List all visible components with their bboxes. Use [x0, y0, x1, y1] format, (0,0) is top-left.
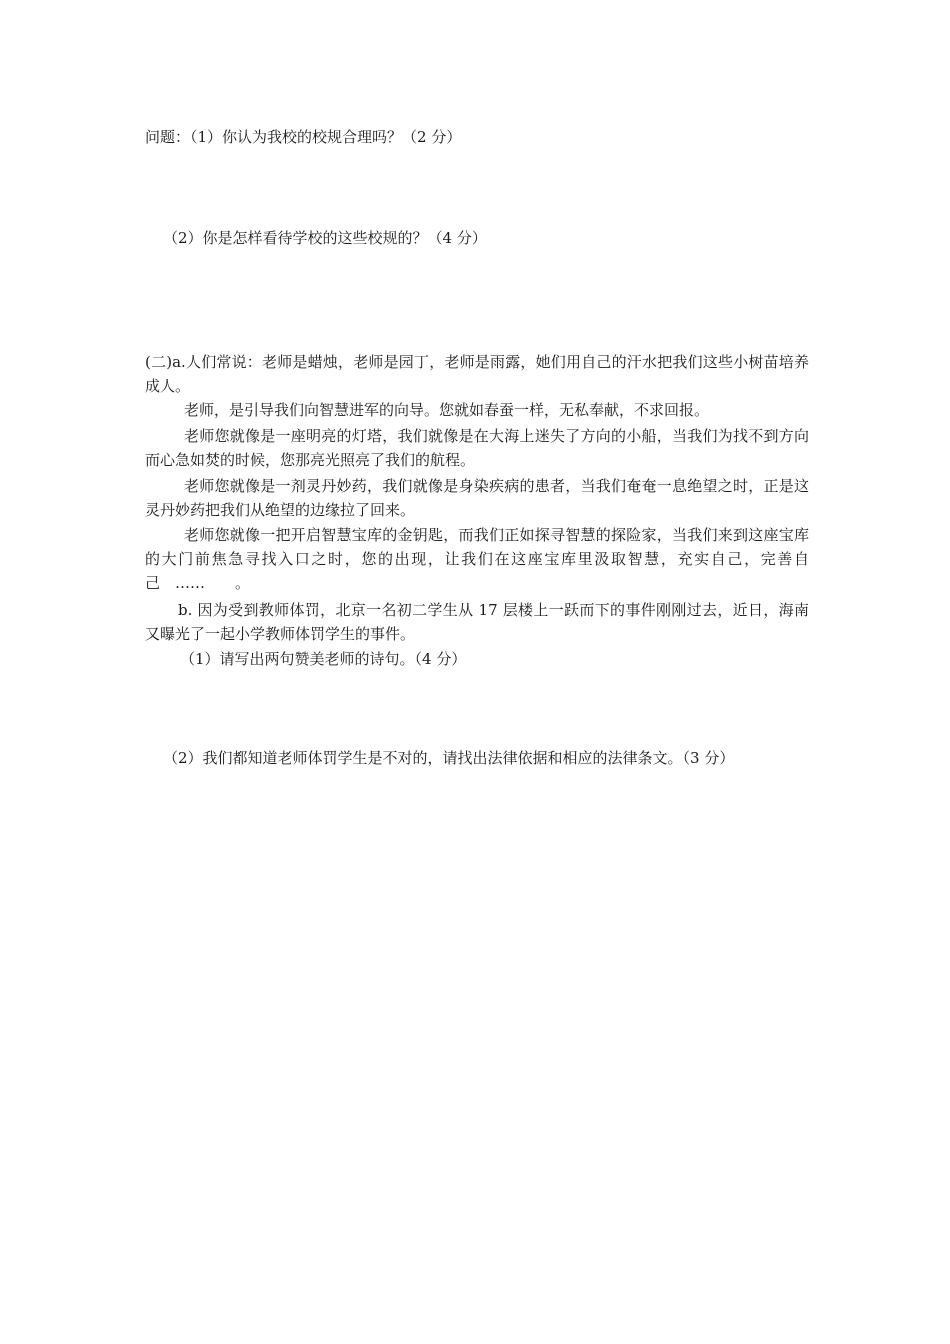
- section2-paragraph-b: b. 因为受到教师体罚，北京一名初二学生从 17 层楼上一跃而下的事件刚刚过去，近日，海南又曝光了一起小学教师体罚学生的事件。: [145, 601, 809, 643]
- section2-paragraph-2: 老师您就像是一座明亮的灯塔，我们就像是在大海上迷失了方向的小船，当我们为找不到方向而心急如焚的时候，您那亮光照亮了我们的航程。: [145, 427, 809, 469]
- section2-question-2: （2）我们都知道老师体罚学生是不对的，请找出法律依据和相应的法律条文。（3 分）: [163, 749, 735, 767]
- section2-paragraph-3: 老师您就像是一剂灵丹妙药，我们就像是身染疾病的患者，当我们奄奄一息绝望之时，正是这灵丹妙药把我们从绝望的边缘拉了回来。: [145, 477, 809, 519]
- section2-question-1: （1）请写出两句赞美老师的诗句。（4 分）: [180, 650, 467, 668]
- section2-paragraph-4: 老师您就像一把开启智慧宝库的金钥匙，而我们正如探寻智慧的探险家，当我们来到这座宝库的大门前焦急寻找入口之时，您的出现，让我们在这座宝库里汲取智慧，充实自己，完善自己 …… 。: [145, 526, 809, 592]
- question-2: （2）你是怎样看待学校的这些校规的？（4 分）: [163, 229, 487, 247]
- section2-paragraph-a: (二)a.人们常说：老师是蜡烛，老师是园丁，老师是雨露，她们用自己的汗水把我们这些小树苗培养成人。: [145, 353, 809, 395]
- section2-paragraph-1: 老师，是引导我们向智慧进军的向导。您就如春蚕一样，无私奉献，不求回报。: [184, 401, 710, 419]
- question-1: 问题：（1）你认为我校的校规合理吗？（2 分）: [145, 128, 462, 146]
